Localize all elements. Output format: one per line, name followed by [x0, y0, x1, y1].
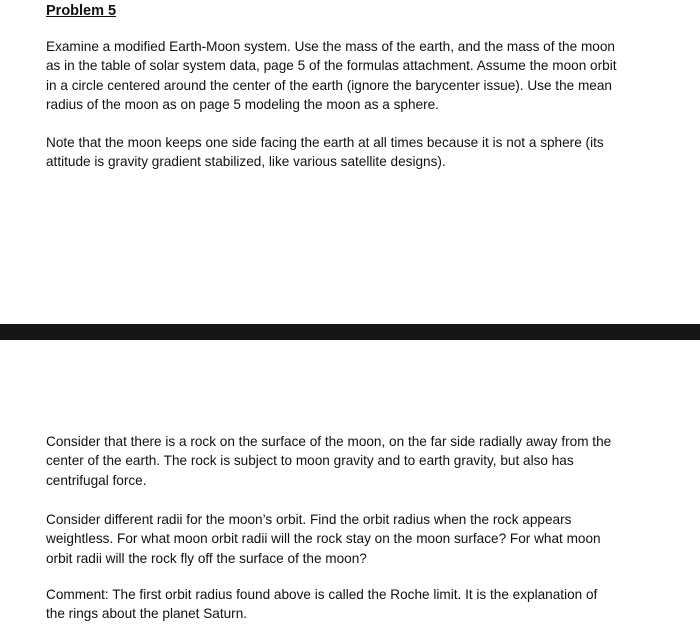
- text-line: centrifugal force.: [46, 472, 147, 488]
- rock-paragraph: [46, 432, 656, 490]
- page-divider: [0, 324, 700, 340]
- text-line: center of the earth. The rock is subject to moon gravity and to earth gravity, but also has: [46, 453, 574, 469]
- comment-paragraph: [46, 585, 656, 624]
- text-line: orbit radii will the rock fly off the surface of the moon?: [46, 550, 367, 566]
- text-line: in a circle centered around the center of the earth (ignore the barycenter issue). Use the mean: [46, 77, 612, 93]
- text-line: Comment: The first orbit radius found above is called the Roche limit. It is the explanation of: [46, 587, 598, 602]
- problem-title: Problem 5: [46, 3, 117, 19]
- text-line: as in the table of solar system data, page 5 of the formulas attachment. Assume the moon orbit: [46, 58, 617, 74]
- text-line: the rings about the planet Saturn.: [46, 606, 248, 622]
- text-line: attitude is gravity gradient stabilized, like various satellite designs).: [46, 154, 446, 170]
- text-line: Consider that there is a rock on the surface of the moon, on the far side radially away from the: [46, 434, 612, 449]
- text-line: Examine a modified Earth-Moon system. Use the mass of the earth, and the mass of the moon: [46, 39, 615, 54]
- note-paragraph: [46, 133, 656, 172]
- text-line: weightless. For what moon orbit radii will the rock stay on the moon surface? For what moon: [46, 531, 601, 547]
- text-line: radius of the moon as on page 5 modeling the moon as a sphere.: [46, 96, 439, 112]
- question-paragraph: [46, 510, 656, 568]
- intro-paragraph: [46, 37, 656, 114]
- text-line: Note that the moon keeps one side facing the earth at all times because it is not a sphere (its: [46, 135, 604, 150]
- text-line: Consider different radii for the moon’s orbit. Find the orbit radius when the rock appears: [46, 512, 572, 527]
